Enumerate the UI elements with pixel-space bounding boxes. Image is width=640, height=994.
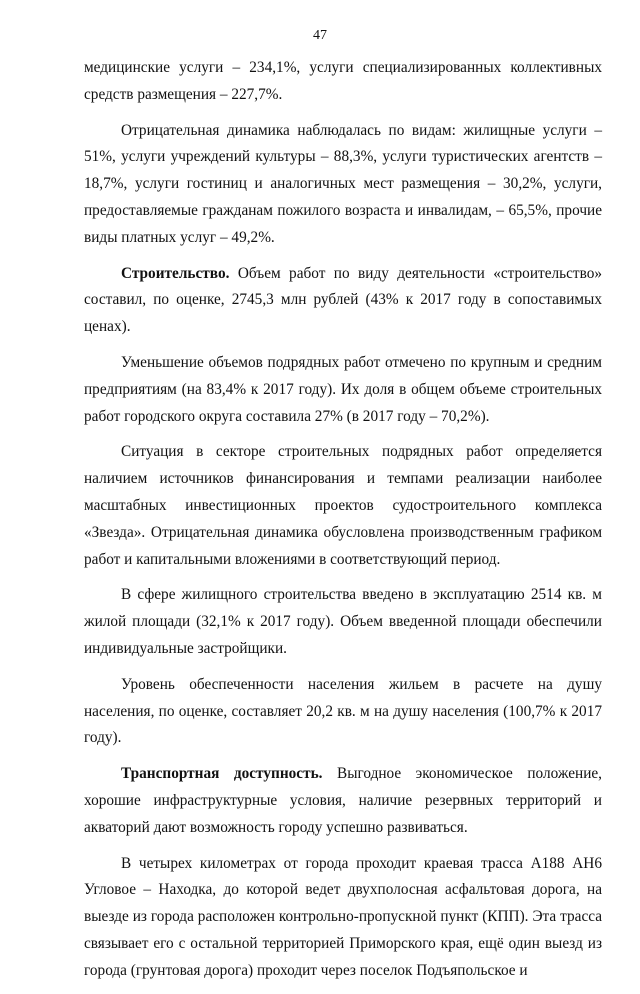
paragraph-text: Объем работ по виду деятельности «строительство» составил, по оценке, 2745,3 млн рублей (43% к 2017 году в сопоставимых ценах). xyxy=(84,264,602,336)
paragraph-contract-work-decrease xyxy=(84,350,602,430)
paragraph-text: Ситуация в секторе строительных подрядных работ определяется наличием источников финансирования и темпами реализации наиболее масштабных инвестиционных проектов судостроительного комплекса «Звезда». Отрицательная динамика обусловлена производственным графиком работ и капитальными вложениями в соответствующий период. xyxy=(84,443,602,568)
paragraph-text: Выгодное экономическое положение, хорошие инфраструктурные условия, наличие резервных территорий и акваторий дают возможность городу успешно развиваться. xyxy=(84,765,602,836)
paragraph-text: медицинские услуги – 234,1%, услуги специализированных коллективных средств размещения – 227,7%. xyxy=(84,59,602,103)
paragraph-construction xyxy=(84,261,602,341)
body-text xyxy=(84,55,602,994)
paragraph-transport xyxy=(84,761,602,841)
paragraph-text: Уменьшение объемов подрядных работ отмечено по крупным и средним предприятиям (на 83,4% к 2017 году). Их доля в общем объеме строительных работ городского округа составила 27% (в 2017 году – 70,2%). xyxy=(84,353,602,425)
section-heading-construction: Строительство. xyxy=(121,264,230,282)
paragraph-text: В сфере жилищного строительства введено в эксплуатацию 2514 кв. м жилой площади (32,1% к 2017 году). Объем введенной площади обеспечили индивидуальные застройщики. xyxy=(84,586,602,657)
paragraph-text: В четырех километрах от города проходит краевая трасса А188 АН6 Угловое – Находка, до которой ведет двухполосная асфальтовая дорога, на выезде из города расположен контрольно-пропускной пункт (КПП). Эта трасса связывает его с остальной территорией Приморского края, ещё один выезд из города (грунтовая дорога) проходит через поселок Подъяпольское и xyxy=(84,854,602,979)
page-number: 47 xyxy=(313,28,327,43)
section-heading-transport: Транспортная доступность. xyxy=(121,765,323,783)
paragraph-text: Уровень обеспеченности населения жильем в расчете на душу населения, по оценке, составляет 20,2 кв. м на душу населения (100,7% к 2017 году). xyxy=(84,675,602,747)
paragraph-services-continued xyxy=(84,55,602,109)
paragraph-construction-sector xyxy=(84,439,602,573)
paragraph-text: Отрицательная динамика наблюдалась по видам: жилищные услуги – 51%, услуги учреждений культуры – 88,3%, услуги туристических агентств – 18,7%, услуги гостиниц и аналогичных мест размещения – 30,2%, услуги, предоставляемые гражданам пожилого возраста и инвалидам, – 65,5%, прочие виды платных услуг – 49,2%. xyxy=(84,121,602,246)
paragraph-highway xyxy=(84,851,602,985)
paragraph-housing-provision xyxy=(84,672,602,752)
paragraph-negative-dynamics xyxy=(84,118,602,252)
paragraph-housing-construction xyxy=(84,582,602,662)
